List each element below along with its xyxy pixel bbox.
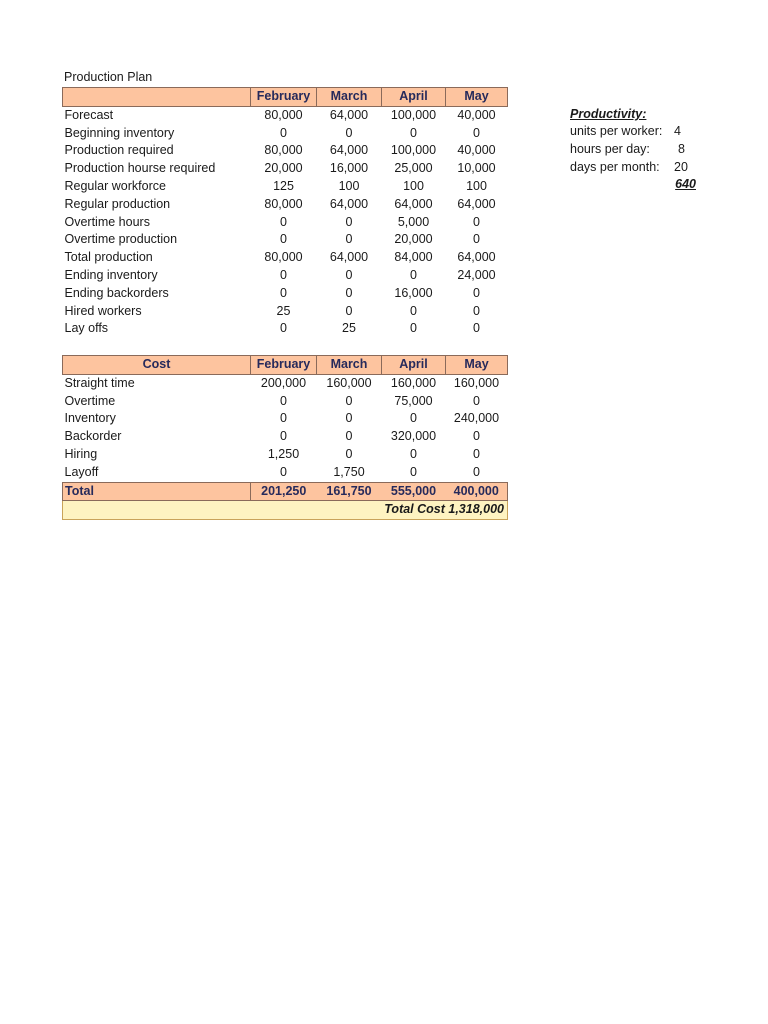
productivity-result-row [570, 176, 700, 194]
cost-cell[interactable]: 200,000 [260, 375, 307, 390]
grand-total-row [63, 501, 508, 520]
cost-cell[interactable]: 0 [280, 429, 287, 444]
plan-cell[interactable]: 64,000 [329, 143, 369, 158]
days-per-month-label[interactable]: days per month: [570, 159, 660, 174]
cost-cell[interactable]: 320,000 [390, 429, 437, 444]
cost-cell[interactable]: 0 [473, 429, 480, 444]
plan-cell[interactable]: 24,000 [457, 267, 496, 282]
plan-cell[interactable]: 80,000 [264, 107, 303, 122]
plan-row [63, 267, 508, 285]
cost-row [63, 464, 508, 482]
plan-row-label[interactable]: Lay offs [64, 321, 109, 336]
plan-cell[interactable]: 0 [280, 285, 287, 300]
plan-cell[interactable]: 5,000 [397, 214, 430, 229]
plan-cell[interactable]: 25,000 [394, 161, 433, 176]
cost-total-row [63, 482, 508, 501]
cost-cell[interactable]: 0 [345, 393, 353, 408]
plan-cell[interactable]: 0 [345, 232, 353, 247]
cost-row [63, 410, 508, 428]
plan-cell[interactable]: 0 [280, 214, 287, 229]
plan-row [63, 231, 508, 249]
plan-row [63, 125, 508, 143]
plan-cell[interactable]: 100 [466, 178, 487, 193]
cost-row-label[interactable]: Hiring [64, 446, 98, 461]
cost-cell[interactable]: 160,000 [453, 375, 500, 390]
productivity-title[interactable]: Productivity: [570, 107, 647, 121]
productivity-result-value[interactable]: 640 [675, 177, 696, 192]
plan-cell[interactable]: 0 [345, 125, 353, 140]
cost-cell[interactable]: 0 [410, 446, 417, 461]
cost-header-label[interactable]: Cost [63, 356, 251, 375]
plan-cell[interactable]: 40,000 [457, 107, 496, 122]
plan-row [63, 249, 508, 267]
units-per-worker-row [570, 123, 700, 141]
plan-header-row [63, 88, 508, 107]
plan-row-label[interactable]: Ending inventory [64, 267, 158, 282]
days-per-month-value[interactable]: 20 [674, 159, 688, 174]
cost-row [63, 446, 508, 464]
cost-cell[interactable]: 0 [473, 446, 480, 461]
plan-cell[interactable]: 20,000 [394, 232, 433, 247]
units-per-worker-value[interactable]: 4 [674, 124, 681, 138]
cost-header-may[interactable]: May [446, 356, 508, 375]
days-per-month-row [570, 159, 700, 177]
cost-header-february[interactable]: February [251, 356, 317, 375]
plan-header-april[interactable]: April [382, 88, 446, 107]
cost-row [63, 393, 508, 411]
plan-row [63, 285, 508, 303]
plan-row-label[interactable]: Beginning inventory [64, 125, 175, 140]
cost-cell[interactable]: 0 [345, 411, 353, 426]
cost-cell[interactable]: 160,000 [390, 375, 437, 390]
cost-cell[interactable]: 0 [410, 464, 417, 479]
plan-cell[interactable]: 0 [473, 285, 480, 300]
plan-cell[interactable]: 80,000 [264, 196, 303, 211]
cost-cell[interactable]: 0 [345, 429, 353, 444]
plan-row [63, 303, 508, 321]
plan-cell[interactable]: 0 [345, 303, 353, 318]
cost-row-label[interactable]: Overtime [64, 393, 116, 408]
cost-cell[interactable]: 75,000 [394, 393, 433, 408]
plan-cell[interactable]: 100 [403, 178, 424, 193]
plan-row [63, 160, 508, 178]
plan-row [63, 196, 508, 214]
hours-per-day-label[interactable]: hours per day: [570, 141, 650, 156]
plan-row [63, 142, 508, 160]
plan-cell[interactable]: 0 [473, 321, 480, 336]
plan-cell[interactable]: 100,000 [390, 143, 437, 158]
cost-table [62, 355, 508, 520]
cost-cell[interactable]: 0 [280, 393, 287, 408]
cost-total-label[interactable]: Total [63, 482, 251, 501]
cost-cell[interactable]: 160,000 [326, 375, 372, 390]
production-plan-title: Production Plan [64, 70, 153, 84]
units-per-worker-label[interactable]: units per worker: [570, 124, 663, 138]
cost-cell[interactable]: 0 [280, 411, 287, 426]
cost-row-label[interactable]: Layoff [64, 464, 99, 479]
plan-row-label[interactable]: Forecast [64, 107, 114, 122]
cost-row-label[interactable]: Inventory [64, 411, 116, 426]
plan-row-label[interactable]: Production hourse required [64, 161, 216, 176]
plan-row [63, 178, 508, 196]
cost-total-cell[interactable]: 555,000 [382, 482, 446, 501]
plan-row-label[interactable]: Ending backorders [64, 285, 169, 300]
plan-cell[interactable]: 64,000 [394, 196, 433, 211]
plan-cell[interactable]: 80,000 [264, 250, 303, 265]
plan-cell[interactable]: 0 [345, 285, 353, 300]
plan-cell[interactable]: 0 [345, 267, 353, 282]
plan-cell[interactable]: 0 [473, 125, 480, 140]
plan-cell[interactable]: 0 [473, 303, 480, 318]
plan-cell[interactable]: 64,000 [329, 196, 369, 211]
cost-cell[interactable]: 0 [345, 446, 353, 461]
plan-cell[interactable]: 64,000 [329, 250, 369, 265]
plan-cell[interactable]: 0 [410, 321, 417, 336]
plan-cell[interactable]: 16,000 [394, 285, 433, 300]
cost-header-march[interactable]: March [317, 356, 382, 375]
plan-cell[interactable]: 0 [280, 321, 287, 336]
plan-cell[interactable]: 0 [345, 214, 353, 229]
plan-header-blank-cell [63, 88, 251, 107]
plan-row-label[interactable]: Production required [64, 143, 174, 158]
cost-total-cell[interactable]: 161,750 [317, 482, 382, 501]
cost-cell[interactable]: 0 [280, 464, 287, 479]
cost-row [63, 374, 508, 392]
plan-row [63, 320, 508, 338]
plan-cell[interactable]: 64,000 [457, 250, 496, 265]
cost-row-label[interactable]: Straight time [64, 375, 135, 390]
plan-cell[interactable]: 0 [473, 214, 480, 229]
plan-header-may[interactable]: May [446, 88, 508, 107]
cost-cell[interactable]: 240,000 [453, 411, 500, 426]
plan-cell[interactable]: 0 [280, 267, 287, 282]
plan-cell[interactable]: 40,000 [457, 143, 496, 158]
plan-cell[interactable]: 25 [342, 321, 356, 336]
hours-per-day-row [570, 141, 700, 159]
plan-header-february[interactable]: February [251, 88, 317, 107]
plan-row [63, 214, 508, 232]
plan-row-label[interactable]: Overtime hours [64, 214, 150, 229]
cost-cell[interactable]: 0 [473, 393, 480, 408]
cost-row-label[interactable]: Backorder [64, 429, 122, 444]
cost-total-cell[interactable]: 201,250 [251, 482, 317, 501]
grand-total-cell[interactable]: Total Cost 1,318,000 [63, 501, 508, 520]
plan-row [63, 106, 508, 124]
plan-row-label[interactable]: Hired workers [64, 303, 142, 318]
cost-row [63, 428, 508, 446]
cost-cell[interactable]: 1,750 [333, 464, 365, 479]
plan-row-label[interactable]: Regular workforce [64, 178, 166, 193]
cost-cell[interactable]: 1,250 [267, 446, 300, 461]
hours-per-day-value[interactable]: 8 [678, 141, 685, 156]
plan-cell[interactable]: 100 [338, 178, 360, 193]
plan-cell[interactable]: 84,000 [394, 250, 433, 265]
plan-cell[interactable]: 0 [473, 232, 480, 247]
cost-header-april[interactable]: April [382, 356, 446, 375]
plan-row-label[interactable]: Total production [64, 250, 153, 265]
plan-cell[interactable]: 16,000 [329, 161, 369, 176]
cost-cell[interactable]: 0 [473, 464, 480, 479]
plan-cell[interactable]: 64,000 [329, 107, 369, 122]
plan-cell[interactable]: 25 [276, 303, 291, 318]
plan-cell[interactable]: 0 [410, 267, 417, 282]
productivity-panel [570, 105, 700, 194]
plan-header-march[interactable]: March [317, 88, 382, 107]
plan-cell[interactable]: 10,000 [457, 161, 496, 176]
plan-row-label[interactable]: Regular production [64, 196, 171, 211]
plan-cell[interactable]: 80,000 [264, 143, 303, 158]
cost-header-row [63, 356, 508, 375]
plan-cell[interactable]: 100,000 [390, 107, 437, 122]
production-plan-table [62, 87, 508, 338]
plan-cell[interactable]: 0 [410, 303, 417, 318]
plan-row-label[interactable]: Overtime production [64, 232, 178, 247]
plan-cell[interactable]: 125 [273, 178, 294, 193]
cost-total-cell[interactable]: 400,000 [446, 482, 508, 501]
cost-cell[interactable]: 0 [410, 411, 417, 426]
plan-cell[interactable]: 64,000 [457, 196, 496, 211]
plan-cell[interactable]: 0 [280, 232, 287, 247]
plan-cell[interactable]: 0 [410, 125, 417, 140]
plan-cell[interactable]: 0 [280, 125, 287, 140]
plan-cell[interactable]: 20,000 [264, 161, 303, 176]
